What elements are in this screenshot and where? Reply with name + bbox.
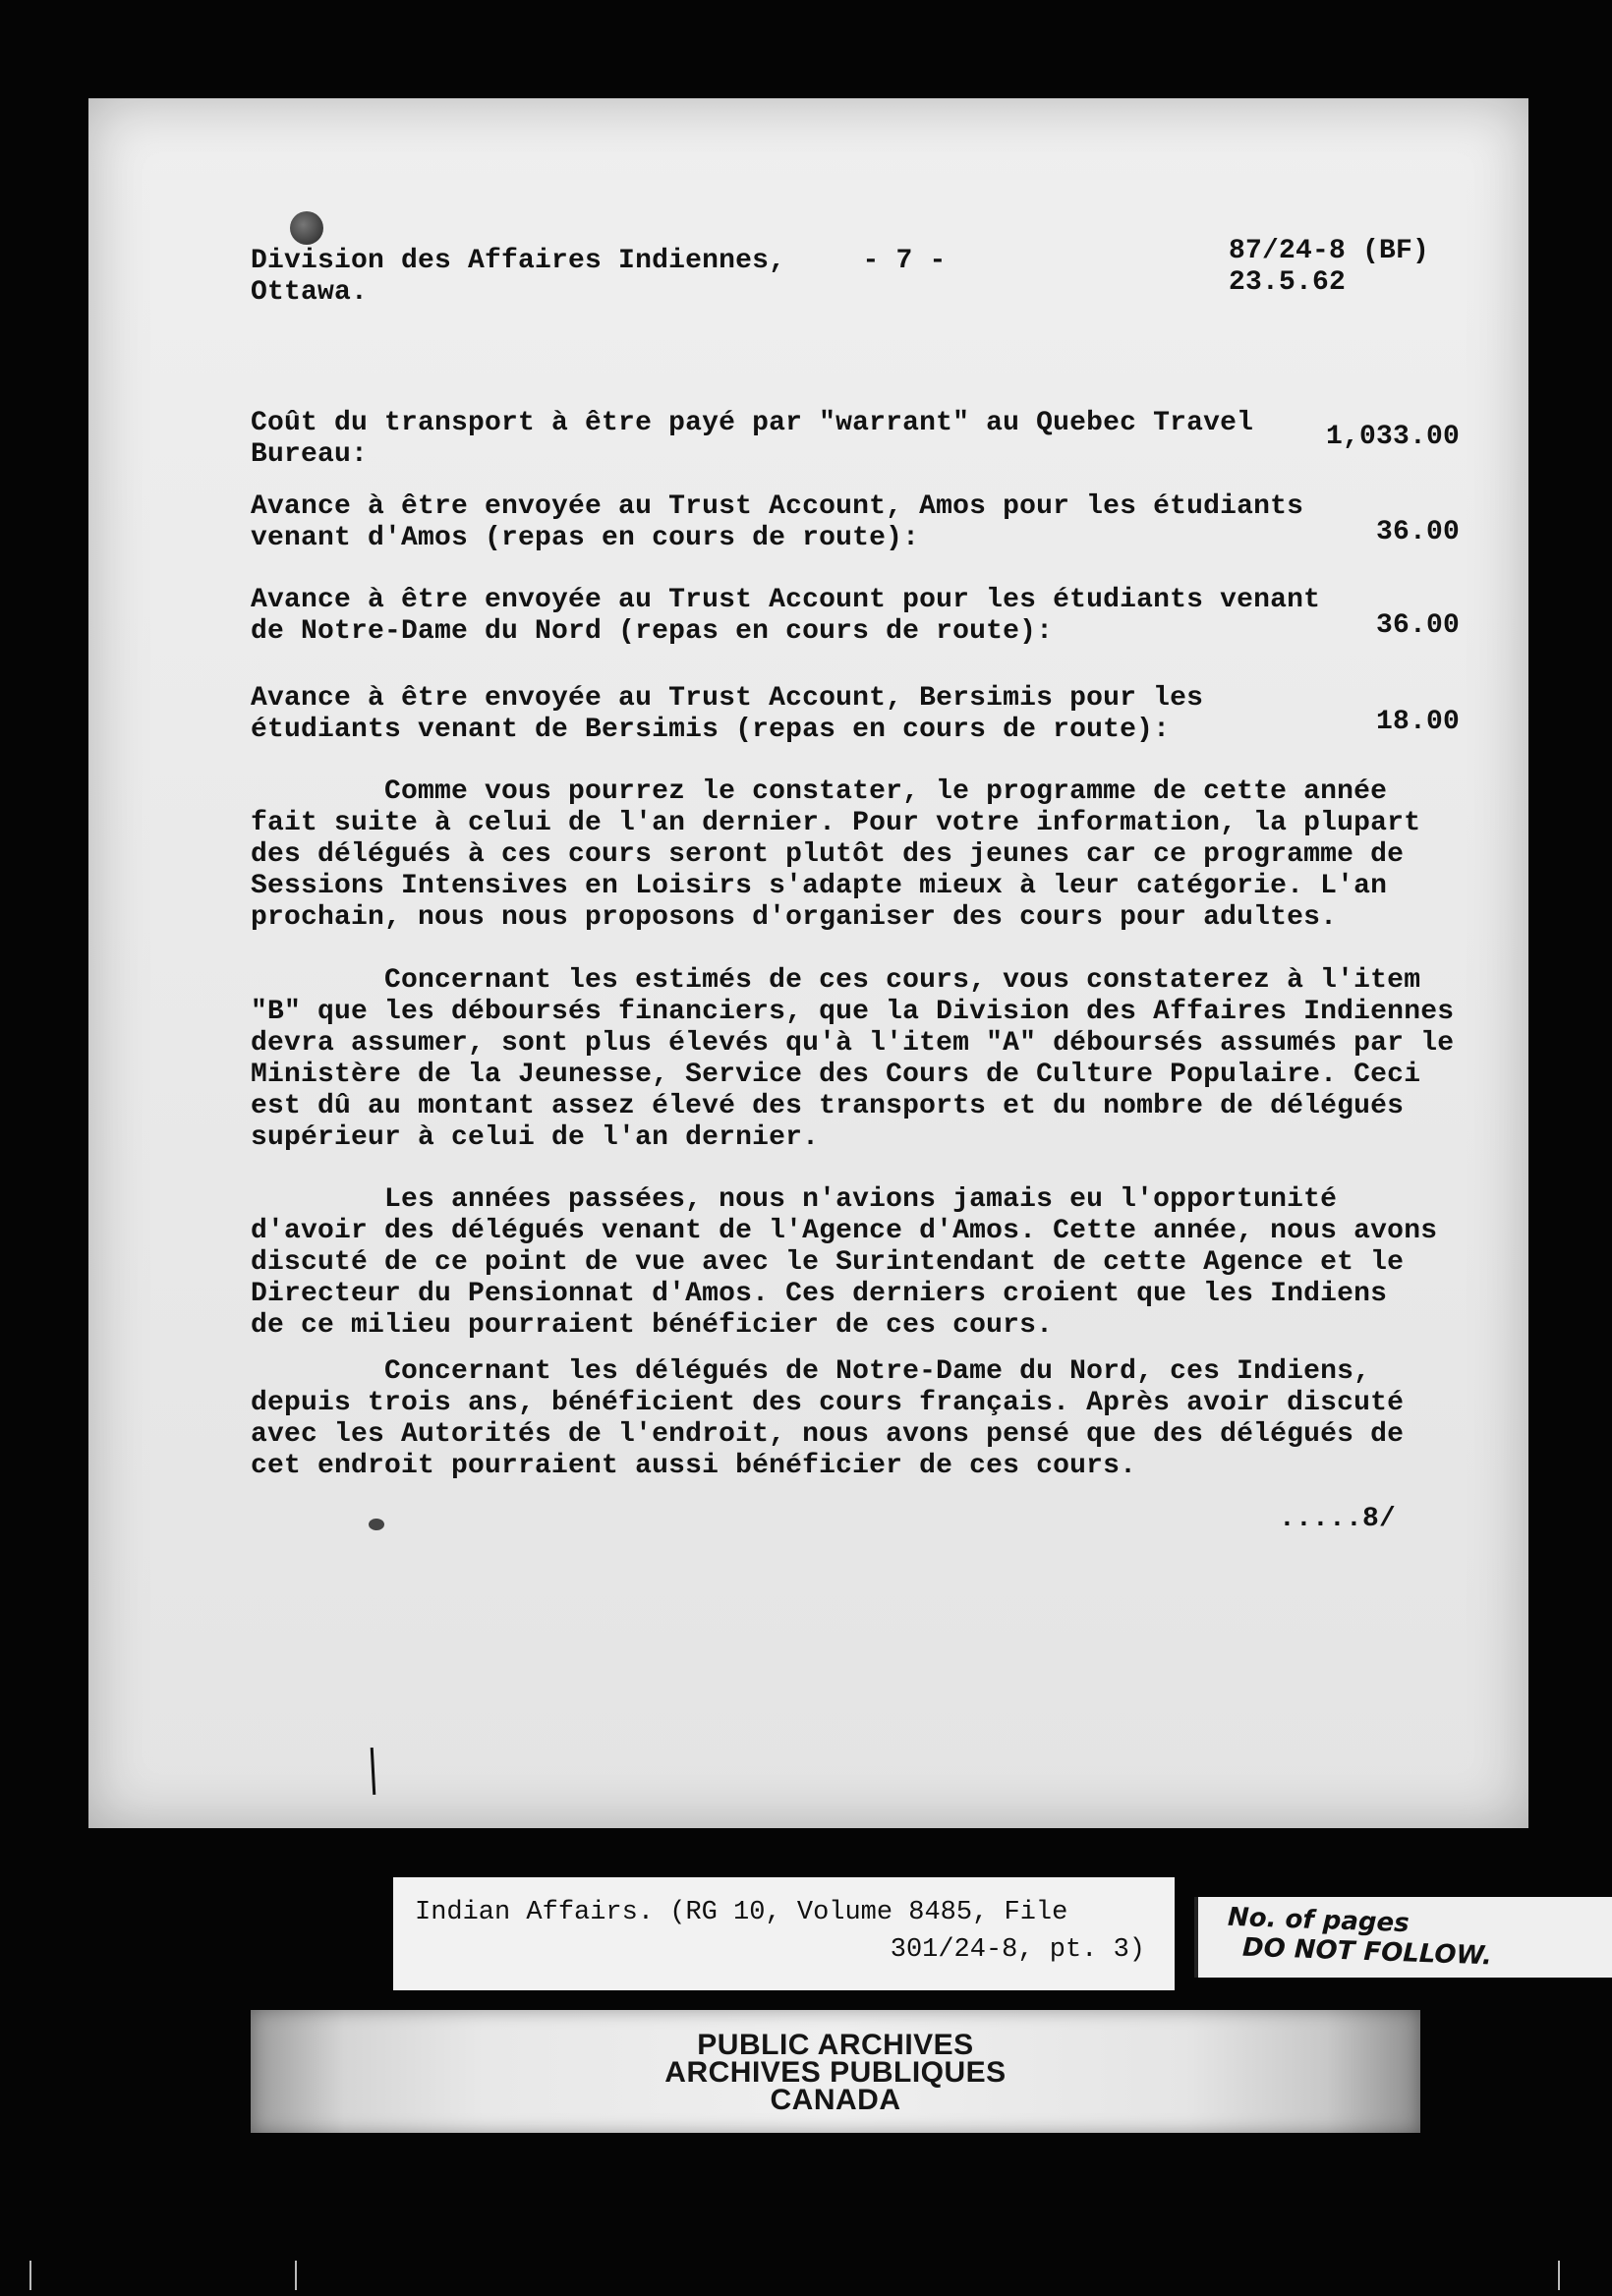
page-number: - 7 - <box>862 246 947 276</box>
archive-reference-label <box>393 1877 1175 1990</box>
cost-line: Avance à être envoyée au Trust Account, Bersimis pour les <box>251 683 1204 714</box>
cost-description <box>251 408 1254 471</box>
paragraph-line: devra assumer, sont plus élevés qu'à l'item "A" déboursés assumés par le <box>251 1028 1455 1059</box>
paragraph-line: Ministère de la Jeunesse, Service des Cours de Culture Populaire. Ceci <box>251 1060 1421 1090</box>
cost-item <box>251 491 1460 554</box>
archive-stamp-line: ARCHIVES PUBLIQUES <box>664 2056 1007 2089</box>
handwritten-line: DO NOT FOLLOW. <box>1241 1932 1493 1972</box>
paragraph-line: supérieur à celui de l'an dernier. <box>251 1122 820 1153</box>
archive-stamp-strip <box>251 2010 1420 2133</box>
cost-amount: 1,033.00 <box>1325 422 1460 452</box>
cost-item <box>251 683 1460 746</box>
file-reference: 87/24-8 (BF) <box>1229 236 1430 266</box>
cost-description <box>251 585 1321 648</box>
document-date: 23.5.62 <box>1229 267 1347 298</box>
handwritten-line: No. of pages <box>1227 1902 1410 1939</box>
cost-description <box>251 683 1204 746</box>
cost-line: Bureau: <box>251 439 369 470</box>
cost-line: Avance à être envoyée au Trust Account pour les étudiants venant <box>251 585 1321 615</box>
addressee-line: Ottawa. <box>251 277 369 308</box>
film-edge-mark <box>29 2261 31 2290</box>
cost-item <box>251 585 1460 648</box>
reference-line: 301/24-8, pt. 3) <box>890 1935 1145 1965</box>
paragraph-line: Concernant les estimés de ces cours, vous constaterez à l'item <box>251 965 1421 996</box>
paragraph-line: d'avoir des délégués venant de l'Agence d'Amos. Cette année, nous avons <box>251 1216 1438 1246</box>
addressee-block <box>251 246 801 309</box>
document-page <box>88 98 1528 1828</box>
body-paragraph <box>251 776 1450 934</box>
paragraph-line: Concernant les délégués de Notre-Dame du Nord, ces Indiens, <box>251 1356 1371 1387</box>
paragraph-line: de ce milieu pourraient bénéficier de ces cours. <box>251 1310 1054 1341</box>
cost-description <box>251 491 1304 554</box>
reference-line: Indian Affairs. (RG 10, Volume 8485, File <box>415 1898 1068 1927</box>
paragraph-line: fait suite à celui de l'an dernier. Pour votre information, la plupart <box>251 808 1421 838</box>
cost-amount: 18.00 <box>1375 707 1460 737</box>
cost-line: de Notre-Dame du Nord (repas en cours de route): <box>251 616 1054 647</box>
archive-stamp <box>251 2029 1420 2116</box>
cost-item <box>251 408 1460 471</box>
archive-stamp-line: PUBLIC ARCHIVES <box>697 2029 974 2061</box>
paragraph-line: discuté de ce point de vue avec le Surintendant de cette Agence et le <box>251 1247 1405 1278</box>
reference-block <box>1229 236 1484 299</box>
archive-stamp-line: CANADA <box>770 2084 901 2116</box>
cost-line: Avance à être envoyée au Trust Account, Amos pour les étudiants <box>251 491 1304 522</box>
paragraph-line: Comme vous pourrez le constater, le programme de cette année <box>251 776 1388 807</box>
paragraph-line: des délégués à ces cours seront plutôt des jeunes car ce programme de <box>251 839 1405 870</box>
paragraph-line: cet endroit pourraient aussi bénéficier de ces cours. <box>251 1451 1137 1481</box>
paragraph-line: Sessions Intensives en Loisirs s'adapte mieux à leur catégorie. L'an <box>251 871 1388 901</box>
punch-hole <box>290 211 323 245</box>
ink-blot <box>369 1519 384 1530</box>
paragraph-line: Directeur du Pensionnat d'Amos. Ces derniers croient que les Indiens <box>251 1279 1388 1309</box>
cost-amount: 36.00 <box>1375 517 1460 547</box>
body-paragraph <box>251 1356 1450 1482</box>
body-paragraph <box>251 1184 1450 1342</box>
continuation-marker: .....8/ <box>1278 1504 1396 1534</box>
handwritten-note <box>1194 1897 1612 1978</box>
film-edge-mark <box>1558 2261 1560 2290</box>
body-paragraph <box>251 965 1455 1154</box>
cost-line: Coût du transport à être payé par "warrant" au Quebec Travel <box>251 408 1254 438</box>
paragraph-line: Les années passées, nous n'avions jamais eu l'opportunité <box>251 1184 1338 1215</box>
addressee-line: Division des Affaires Indiennes, <box>251 246 786 276</box>
cost-line: venant d'Amos (repas en cours de route): <box>251 523 920 553</box>
stray-pen-mark <box>371 1748 376 1795</box>
paragraph-line: est dû au montant assez élevé des transports et du nombre de délégués <box>251 1091 1405 1121</box>
film-edge-mark <box>295 2261 297 2290</box>
paragraph-line: prochain, nous nous proposons d'organiser des cours pour adultes. <box>251 902 1338 933</box>
paragraph-line: "B" que les déboursés financiers, que la Division des Affaires Indiennes <box>251 997 1455 1027</box>
paragraph-line: avec les Autorités de l'endroit, nous avons pensé que des délégués de <box>251 1419 1405 1450</box>
cost-line: étudiants venant de Bersimis (repas en cours de route): <box>251 715 1171 745</box>
cost-amount: 36.00 <box>1375 610 1460 641</box>
paragraph-line: depuis trois ans, bénéficient des cours français. Après avoir discuté <box>251 1388 1405 1418</box>
